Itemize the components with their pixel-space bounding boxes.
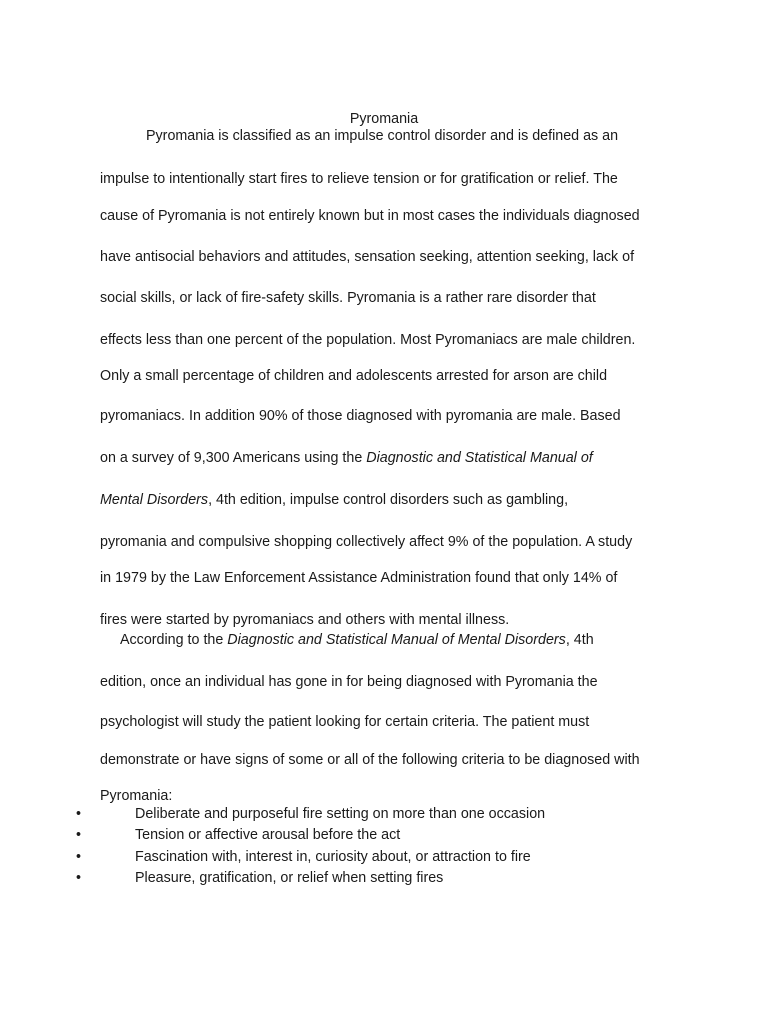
paragraph-line: psychologist will study the patient looking for certain criteria. The patient must [100,714,590,730]
line-text: , 4th [565,632,594,648]
paragraph-line [120,632,594,648]
paragraph-line: fires were started by pyromaniacs and others with mental illness. [100,612,510,628]
line-text: According to the [120,632,228,648]
list-item-text: Tension or affective arousal before the act [135,827,401,843]
paragraph-line: social skills, or lack of fire-safety skills. Pyromania is a rather rare disorder that [100,290,596,306]
document-title: Pyromania [349,111,419,127]
bullet-icon: • [76,827,82,843]
paragraph-line: demonstrate or have signs of some or all of the following criteria to be diagnosed with [100,752,640,768]
paragraph-line: pyromania and compulsive shopping collectively affect 9% of the population. A study [100,534,633,550]
book-title: Mental Disorders [100,492,209,508]
list-item-text: Fascination with, interest in, curiosity about, or attraction to fire [135,849,531,865]
line-text: , 4th edition, impulse control disorders such as gambling, [208,492,569,508]
book-title: Diagnostic and Statistical Manual of [366,450,593,466]
paragraph-line: pyromaniacs. In addition 90% of those diagnosed with pyromania are male. Based [100,408,621,424]
paragraph-line: have antisocial behaviors and attitudes, sensation seeking, attention seeking, lack of [100,249,635,265]
paragraph-line [100,450,593,466]
paragraph-line: Only a small percentage of children and adolescents arrested for arson are child [100,368,608,384]
paragraph-line: effects less than one percent of the population. Most Pyromaniacs are male children. [100,332,636,348]
list-item-text: Pleasure, gratification, or relief when setting fires [135,870,444,886]
bullet-icon: • [76,806,82,822]
bullet-icon: • [76,849,82,865]
paragraph-line: cause of Pyromania is not entirely known but in most cases the individuals diagnosed [100,208,640,224]
line-text: on a survey of 9,300 Americans using the [100,450,367,466]
book-title: Diagnostic and Statistical Manual of Mental Disorders [227,632,566,648]
paragraph-line: edition, once an individual has gone in for being diagnosed with Pyromania the [100,674,598,690]
paragraph-line: impulse to intentionally start fires to relieve tension or for gratification or relief. The [100,171,618,187]
paragraph-line: Pyromania is classified as an impulse control disorder and is defined as an [146,128,619,144]
paragraph-line: Pyromania: [100,788,173,804]
list-item-text: Deliberate and purposeful fire setting on more than one occasion [135,806,546,822]
bullet-icon: • [76,870,82,886]
paragraph-line [100,492,568,508]
paragraph-line: in 1979 by the Law Enforcement Assistance Administration found that only 14% of [100,570,618,586]
